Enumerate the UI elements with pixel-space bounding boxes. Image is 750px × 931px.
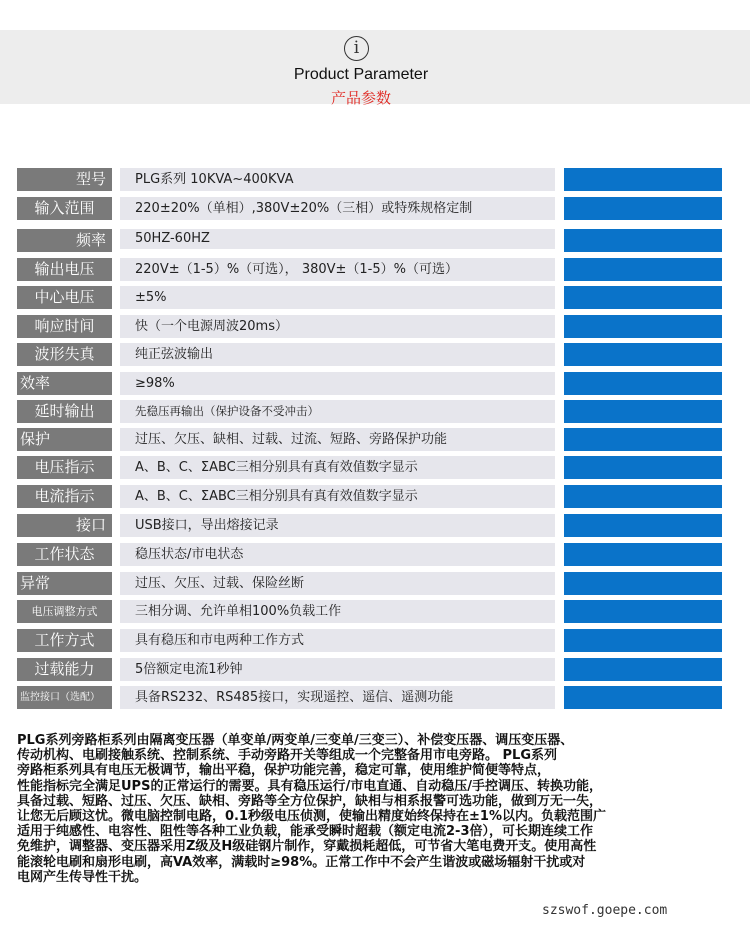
page-title-cn: 产品参数 <box>330 89 391 107</box>
param-value: 220±20%（单相）,380V±20%（三相）或特殊规格定制 <box>120 197 555 220</box>
param-label: 型号 <box>17 168 112 191</box>
param-row <box>17 600 723 623</box>
param-row <box>17 456 723 479</box>
info-icon: i <box>344 36 369 61</box>
param-label: 中心电压 <box>17 286 112 309</box>
param-row <box>17 658 723 681</box>
param-value: 具备RS232、RS485接口，实现遥控、遥信、遥测功能 <box>120 686 555 709</box>
description-line: 性能指标完全满足UPS的正常运行的需要。具有稳压运行/市电直通、自动稳压/手控调压、转换功能， <box>17 778 602 794</box>
param-row <box>17 197 723 220</box>
param-value: 纯正弦波输出 <box>120 343 555 366</box>
param-value: 先稳压再输出（保护设备不受冲击） <box>120 400 555 423</box>
param-row <box>17 229 723 252</box>
param-value: PLG系列 10KVA~400KVA <box>120 168 555 191</box>
accent-bar <box>564 485 722 508</box>
param-value: ≥98% <box>120 372 555 395</box>
param-label: 工作状态 <box>17 543 112 566</box>
param-row <box>17 514 723 537</box>
accent-bar <box>564 400 722 423</box>
page-title-en: Product Parameter <box>293 66 429 83</box>
param-label: 电压指示 <box>17 456 112 479</box>
param-label: 输出电压 <box>17 258 112 281</box>
param-label: 效率 <box>17 372 112 395</box>
param-value: 220V±（1-5）%（可选）， 380V±（1-5）%（可选） <box>120 258 555 281</box>
description-line: 旁路柜系列具有电压无极调节，输出平稳，保护功能完善，稳定可靠，使用维护简便等特点， <box>17 763 551 779</box>
description-line: 让您无后顾这忧。微电脑控制电路，0.1秒级电压侦测，使输出精度始终保持在±1%以内。负载范围广 <box>17 809 606 825</box>
param-label: 监控接口（选配） <box>17 686 112 709</box>
accent-bar <box>564 286 722 309</box>
accent-bar <box>564 229 722 252</box>
header-banner <box>0 30 750 107</box>
accent-bar <box>564 258 722 281</box>
param-row <box>17 572 723 595</box>
product-description <box>17 733 742 885</box>
description-line: 传动机构、电刷接触系统、控制系统、手动旁路开关等组成一个完整备用市电旁路。 PLG系列 <box>17 748 558 764</box>
accent-bar <box>564 168 722 191</box>
param-value: 5倍额定电流1秒钟 <box>120 658 555 681</box>
description-line: 具备过载、短路、过压、欠压、缺相、旁路等全方位保护，缺相与相系报警可选功能，做到万无一失， <box>17 793 603 809</box>
accent-bar <box>564 629 722 652</box>
param-row <box>17 400 723 423</box>
param-row <box>17 543 723 566</box>
accent-bar <box>564 428 722 451</box>
description-line: 能滚轮电刷和扇形电刷，高VA效率，满载时≥98%。正常工作中不会产生谐波或磁场辐射干扰或对 <box>17 854 586 870</box>
accent-bar <box>564 658 722 681</box>
accent-bar <box>564 197 722 220</box>
param-value: USB接口，导出熔接记录 <box>120 514 555 537</box>
param-row <box>17 258 723 281</box>
param-value: 50HZ-60HZ <box>120 229 555 249</box>
accent-bar <box>564 343 722 366</box>
param-label: 接口 <box>17 514 112 537</box>
accent-bar <box>564 572 722 595</box>
param-row <box>17 286 723 309</box>
accent-bar <box>564 372 722 395</box>
param-label: 频率 <box>17 229 112 252</box>
param-value: ±5% <box>120 286 555 309</box>
param-label: 电压调整方式 <box>17 600 112 623</box>
param-label: 异常 <box>17 572 112 595</box>
accent-bar <box>564 686 722 709</box>
param-row <box>17 485 723 508</box>
param-value: 过压、欠压、过载、保险丝断 <box>120 572 555 595</box>
param-label: 电流指示 <box>17 485 112 508</box>
param-value: A、B、C、ΣABC三相分别具有真有效值数字显示 <box>120 485 555 508</box>
param-label: 响应时间 <box>17 315 112 338</box>
description-line: PLG系列旁路柜系列由隔离变压器（单变单/两变单/三变单/三变三）、补偿变压器、调压变压器、 <box>17 733 574 748</box>
accent-bar <box>564 456 722 479</box>
param-row <box>17 343 723 366</box>
description-line: 电网产生传导性干扰。 <box>17 869 148 885</box>
param-value: A、B、C、ΣABC三相分别具有真有效值数字显示 <box>120 456 555 479</box>
param-label: 输入范围 <box>17 197 112 220</box>
param-row <box>17 686 723 709</box>
description-line: 适用于纯感性、电容性、阻性等各种工业负载，能承受瞬时超载（额定电流2-3倍），可长期连续工作 <box>17 824 593 840</box>
param-row <box>17 629 723 652</box>
accent-bar <box>564 600 722 623</box>
param-row <box>17 168 723 191</box>
site-watermark: szswof.goepe.com <box>542 903 668 918</box>
description-line: 免维护，调整器、变压器采用Z级及H级硅钢片制作，穿戴损耗超低，可节省大笔电费开支。使用高性 <box>17 839 597 855</box>
param-label: 延时输出 <box>17 400 112 423</box>
param-row <box>17 315 723 338</box>
param-row <box>17 372 723 395</box>
param-value: 三相分调、允许单相100%负载工作 <box>120 600 555 623</box>
param-value: 具有稳压和市电两种工作方式 <box>120 629 555 652</box>
param-label: 波形失真 <box>17 343 112 366</box>
accent-bar <box>564 543 722 566</box>
param-value: 稳压状态/市电状态 <box>120 543 555 566</box>
param-row <box>17 428 723 451</box>
param-value: 快（一个电源周波20ms） <box>120 315 555 338</box>
param-label: 工作方式 <box>17 629 112 652</box>
param-label: 保护 <box>17 428 112 451</box>
param-label: 过载能力 <box>17 658 112 681</box>
accent-bar <box>564 315 722 338</box>
accent-bar <box>564 514 722 537</box>
param-value: 过压、欠压、缺相、过载、过流、短路、旁路保护功能 <box>120 428 555 451</box>
